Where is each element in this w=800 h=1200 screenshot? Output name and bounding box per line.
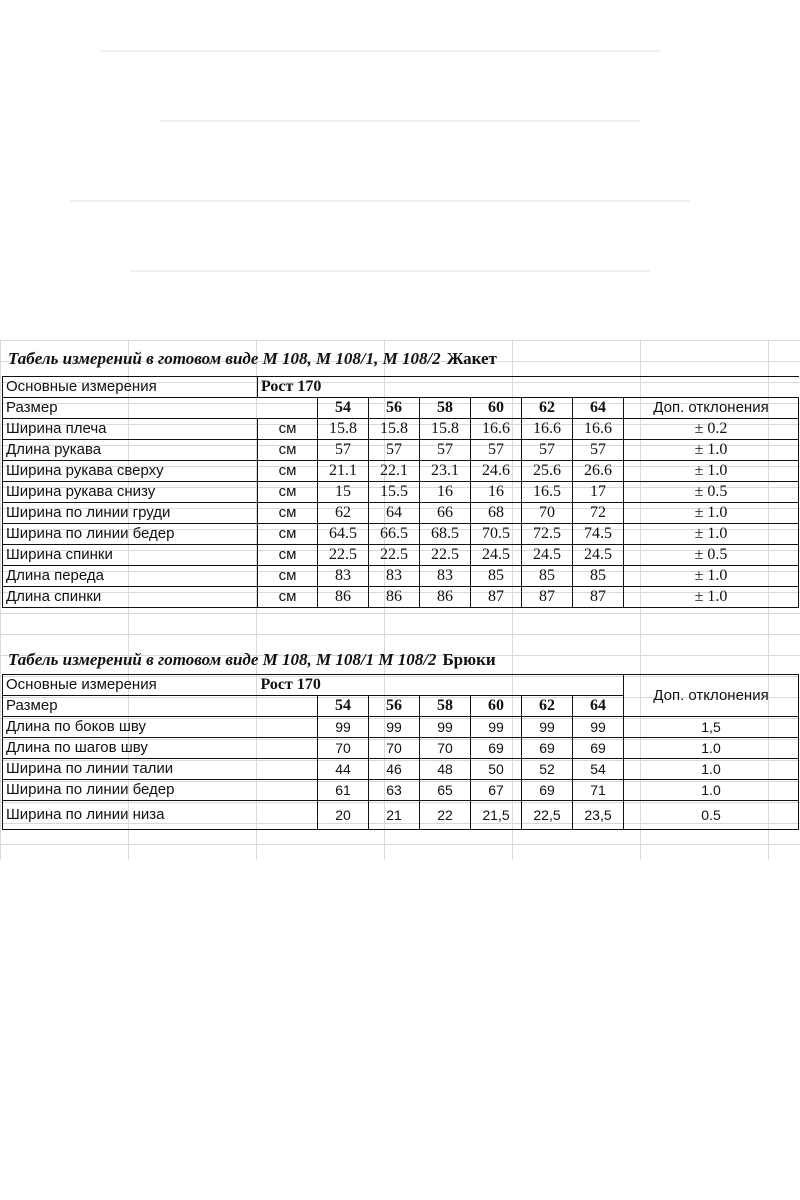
measurement-value: 15.5 — [369, 482, 420, 503]
measurement-unit: см — [258, 503, 318, 524]
measurement-value: 87 — [471, 587, 522, 608]
measurement-value: 15.8 — [369, 419, 420, 440]
measurement-value: 74.5 — [573, 524, 624, 545]
measurement-value: 70 — [318, 738, 369, 759]
table-row — [3, 566, 799, 587]
measurement-value: 87 — [573, 587, 624, 608]
measurement-value: 50 — [471, 759, 522, 780]
measurement-value: 83 — [318, 566, 369, 587]
measurement-value: 21.1 — [318, 461, 369, 482]
measurement-unit: см — [258, 587, 318, 608]
jacket-head-row-1 — [3, 377, 799, 398]
measurement-value: 57 — [318, 440, 369, 461]
measurement-tolerance: ± 1.0 — [624, 461, 799, 482]
measurement-value: 70.5 — [471, 524, 522, 545]
table-row — [3, 419, 799, 440]
faint-background-text — [40, 10, 760, 330]
measurement-tolerance: ± 1.0 — [624, 440, 799, 461]
measurement-value: 99 — [522, 717, 573, 738]
measurement-value: 15.8 — [420, 419, 471, 440]
measurement-value: 62 — [318, 503, 369, 524]
measurement-value: 66.5 — [369, 524, 420, 545]
measurement-value: 16.6 — [573, 419, 624, 440]
measurement-value: 99 — [573, 717, 624, 738]
trousers-title-text: Табель измерений в готовом виде М 108, М 108/1 М 108/2 — [8, 650, 437, 669]
trousers-table — [2, 674, 799, 830]
measurement-name: Ширина по линии бедер — [3, 780, 318, 801]
measurement-tolerance: 1.0 — [624, 759, 799, 780]
trousers-height-label: Рост 170 — [258, 675, 420, 696]
measurement-value: 57 — [420, 440, 471, 461]
measurement-value: 64 — [369, 503, 420, 524]
jacket-size-58: 58 — [420, 398, 471, 419]
measurement-name: Ширина рукава сверху — [3, 461, 258, 482]
measurement-value: 15.8 — [318, 419, 369, 440]
measurement-value: 64.5 — [318, 524, 369, 545]
measurement-unit: см — [258, 545, 318, 566]
trousers-kind: Брюки — [442, 650, 496, 669]
measurement-value: 22,5 — [522, 801, 573, 830]
table-row — [3, 759, 799, 780]
measurement-tolerance: ± 1.0 — [624, 503, 799, 524]
measurement-tolerance: ± 1.0 — [624, 566, 799, 587]
measurement-tolerance: ± 0.5 — [624, 545, 799, 566]
measurement-value: 99 — [369, 717, 420, 738]
table-row — [3, 780, 799, 801]
measurement-name: Ширина по линии низа — [3, 801, 318, 830]
measurement-tolerance: 1,5 — [624, 717, 799, 738]
measurement-value: 24.6 — [471, 461, 522, 482]
measurement-value: 72 — [573, 503, 624, 524]
table-row — [3, 717, 799, 738]
measurement-value: 48 — [420, 759, 471, 780]
measurement-unit: см — [258, 482, 318, 503]
jacket-size-label: Размер — [3, 398, 318, 419]
measurement-value: 21 — [369, 801, 420, 830]
measurement-value: 44 — [318, 759, 369, 780]
jacket-size-62: 62 — [522, 398, 573, 419]
trousers-size-label: Размер — [3, 696, 318, 717]
jacket-size-60: 60 — [471, 398, 522, 419]
measurement-value: 46 — [369, 759, 420, 780]
measurement-value: 83 — [369, 566, 420, 587]
table-row — [3, 482, 799, 503]
measurement-name: Длина спинки — [3, 587, 258, 608]
table-row — [3, 801, 799, 830]
trousers-title — [8, 650, 496, 670]
measurement-value: 99 — [420, 717, 471, 738]
measurement-tolerance: 1.0 — [624, 780, 799, 801]
measurement-name: Ширина по линии талии — [3, 759, 318, 780]
measurement-value: 63 — [369, 780, 420, 801]
measurement-value: 23,5 — [573, 801, 624, 830]
jacket-height-label: Рост 170 — [258, 377, 420, 398]
trousers-size-62: 62 — [522, 696, 573, 717]
jacket-table — [2, 376, 799, 608]
measurement-value: 22 — [420, 801, 471, 830]
measurement-value: 61 — [318, 780, 369, 801]
measurement-unit: см — [258, 440, 318, 461]
measurement-value: 85 — [471, 566, 522, 587]
measurement-value: 25.6 — [522, 461, 573, 482]
measurement-value: 16 — [420, 482, 471, 503]
measurement-tolerance: 1.0 — [624, 738, 799, 759]
measurement-value: 57 — [471, 440, 522, 461]
table-row — [3, 587, 799, 608]
trousers-size-54: 54 — [318, 696, 369, 717]
measurement-value: 16.6 — [522, 419, 573, 440]
spreadsheet — [0, 340, 800, 860]
table-row — [3, 738, 799, 759]
measurement-name: Ширина спинки — [3, 545, 258, 566]
trousers-tolerance-label: Доп. отклонения — [624, 675, 799, 717]
measurement-name: Длина переда — [3, 566, 258, 587]
measurement-value: 99 — [318, 717, 369, 738]
trousers-size-64: 64 — [573, 696, 624, 717]
measurement-tolerance: 0.5 — [624, 801, 799, 830]
measurement-name: Ширина плеча — [3, 419, 258, 440]
measurement-value: 57 — [522, 440, 573, 461]
measurement-value: 83 — [420, 566, 471, 587]
trousers-head-blank — [420, 675, 624, 696]
jacket-kind: Жакет — [446, 349, 497, 368]
measurement-unit: см — [258, 461, 318, 482]
table-row — [3, 545, 799, 566]
measurement-value: 86 — [318, 587, 369, 608]
measurement-name: Ширина рукава снизу — [3, 482, 258, 503]
jacket-title-text: Табель измерений в готовом виде М 108, М 108/1, М 108/2 — [8, 349, 441, 368]
measurement-name: Длина по боков шву — [3, 717, 318, 738]
trousers-size-60: 60 — [471, 696, 522, 717]
measurement-value: 87 — [522, 587, 573, 608]
trousers-size-56: 56 — [369, 696, 420, 717]
measurement-tolerance: ± 1.0 — [624, 524, 799, 545]
measurement-name: Длина по шагов шву — [3, 738, 318, 759]
jacket-tolerance-label: Доп. отклонения — [624, 398, 799, 419]
trousers-basic-label: Основные измерения — [3, 675, 258, 696]
measurement-value: 22.5 — [318, 545, 369, 566]
measurement-value: 57 — [573, 440, 624, 461]
jacket-size-54: 54 — [318, 398, 369, 419]
measurement-tolerance: ± 0.2 — [624, 419, 799, 440]
measurement-value: 17 — [573, 482, 624, 503]
measurement-value: 24.5 — [573, 545, 624, 566]
measurement-value: 69 — [522, 738, 573, 759]
measurement-unit: см — [258, 419, 318, 440]
jacket-size-64: 64 — [573, 398, 624, 419]
measurement-value: 22.1 — [369, 461, 420, 482]
trousers-size-58: 58 — [420, 696, 471, 717]
measurement-value: 65 — [420, 780, 471, 801]
measurement-name: Ширина по линии бедер — [3, 524, 258, 545]
measurement-unit: см — [258, 524, 318, 545]
measurement-value: 15 — [318, 482, 369, 503]
measurement-value: 16 — [471, 482, 522, 503]
measurement-value: 24.5 — [471, 545, 522, 566]
table-row — [3, 524, 799, 545]
jacket-head-row-2 — [3, 398, 799, 419]
trousers-head-row-1 — [3, 675, 799, 696]
measurement-value: 85 — [522, 566, 573, 587]
measurement-value: 68.5 — [420, 524, 471, 545]
measurement-value: 16.6 — [471, 419, 522, 440]
measurement-value: 72.5 — [522, 524, 573, 545]
measurement-value: 22.5 — [420, 545, 471, 566]
measurement-value: 69 — [573, 738, 624, 759]
measurement-value: 69 — [471, 738, 522, 759]
measurement-value: 54 — [573, 759, 624, 780]
measurement-value: 16.5 — [522, 482, 573, 503]
measurement-value: 70 — [369, 738, 420, 759]
measurement-value: 22.5 — [369, 545, 420, 566]
measurement-tolerance: ± 1.0 — [624, 587, 799, 608]
measurement-value: 71 — [573, 780, 624, 801]
measurement-value: 67 — [471, 780, 522, 801]
table-row — [3, 503, 799, 524]
measurement-value: 68 — [471, 503, 522, 524]
measurement-name: Ширина по линии груди — [3, 503, 258, 524]
measurement-value: 21,5 — [471, 801, 522, 830]
measurement-value: 70 — [420, 738, 471, 759]
jacket-head-blank — [420, 377, 799, 398]
table-row — [3, 440, 799, 461]
measurement-value: 70 — [522, 503, 573, 524]
measurement-value: 52 — [522, 759, 573, 780]
jacket-basic-label: Основные измерения — [3, 377, 258, 398]
measurement-name: Длина рукава — [3, 440, 258, 461]
table-row — [3, 461, 799, 482]
measurement-value: 23.1 — [420, 461, 471, 482]
measurement-value: 86 — [369, 587, 420, 608]
measurement-value: 69 — [522, 780, 573, 801]
measurement-value: 26.6 — [573, 461, 624, 482]
measurement-tolerance: ± 0.5 — [624, 482, 799, 503]
jacket-title — [8, 349, 497, 369]
measurement-value: 99 — [471, 717, 522, 738]
measurement-value: 66 — [420, 503, 471, 524]
measurement-value: 24.5 — [522, 545, 573, 566]
measurement-value: 85 — [573, 566, 624, 587]
jacket-size-56: 56 — [369, 398, 420, 419]
measurement-unit: см — [258, 566, 318, 587]
measurement-value: 20 — [318, 801, 369, 830]
measurement-value: 86 — [420, 587, 471, 608]
measurement-value: 57 — [369, 440, 420, 461]
